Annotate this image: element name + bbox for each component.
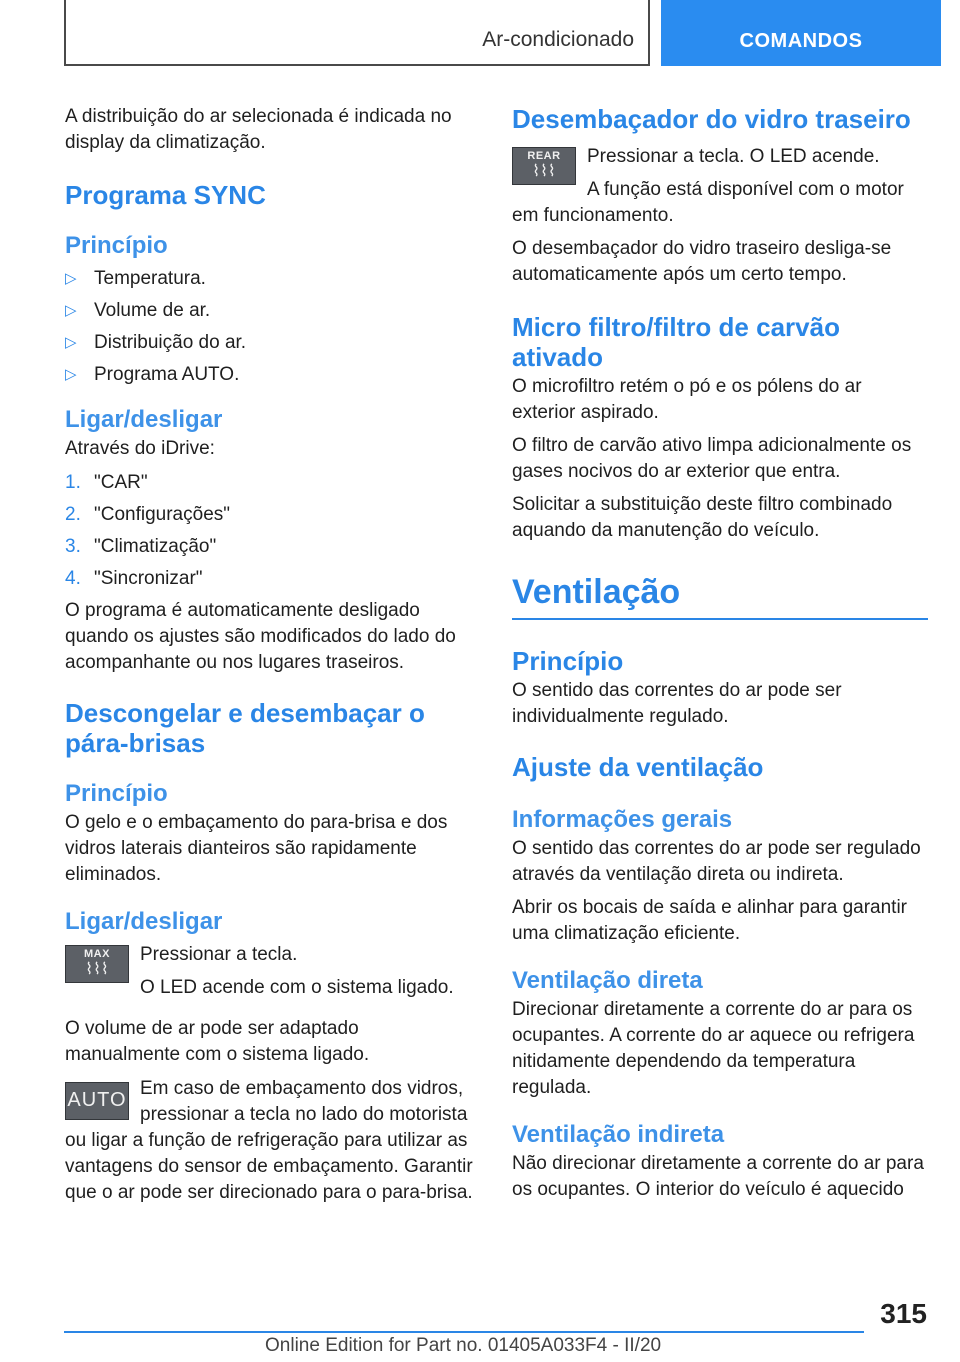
rear-available-text: A função está disponível com o motor em funcionamento.	[512, 179, 904, 226]
intro-text: A distribuição do ar selecionada é indicada no display da climatização.	[65, 106, 452, 153]
indirect-vent-title: Ventilação indireta	[512, 1121, 725, 1148]
sync-after-text: O programa é automaticamente desligado quando os ajustes são modificados do lado do acompanhante ou nos lugares traseiros.	[65, 600, 456, 673]
right-column	[512, 104, 928, 1210]
list-item: ▷ Programa AUTO.	[65, 362, 479, 388]
defrost-title: Descongelar e desembaçar o pára-brisas	[65, 698, 425, 758]
max-press-text: Pressionar a tecla.	[140, 944, 298, 965]
filter-text-3: Solicitar a substituição deste filtro combinado aquando da manutenção do veículo.	[512, 494, 893, 541]
max-led-text: O LED acende com o sistema ligado.	[140, 977, 454, 998]
general-text-2: Abrir os bocais de saída e alinhar para garantir uma climatização eficiente.	[512, 897, 908, 944]
list-item: 1. "CAR"	[65, 472, 148, 493]
bullet-triangle-icon: ▷	[65, 302, 77, 319]
header-chapter-title: COMANDOS	[739, 30, 863, 52]
vent-principle-title: Princípio	[512, 646, 624, 676]
general-text-1: O sentido das correntes do ar pode ser regulado através da ventilação direta ou indireta.	[512, 838, 921, 885]
rear-key-row	[512, 144, 928, 229]
defrost-principle-title: Princípio	[65, 780, 168, 807]
rear-off-text: O desembaçador do vidro traseiro desliga-se automaticamente após um certo tempo.	[512, 238, 892, 285]
list-item: ▷ Volume de ar.	[65, 298, 479, 324]
bullet-triangle-icon: ▷	[65, 334, 77, 351]
sync-onoff-text: Através do iDrive:	[65, 438, 215, 459]
left-column	[65, 104, 479, 1213]
list-item: 2. "Configurações"	[65, 504, 231, 525]
sync-onoff-title: Ligar/desligar	[65, 406, 223, 433]
ventilation-title: Ventilação	[512, 573, 681, 611]
page-number: 315	[880, 1298, 927, 1329]
footer-rule	[64, 1331, 864, 1333]
list-item: 3. "Climatização"	[65, 536, 217, 557]
list-item: ▷ Temperatura.	[65, 266, 479, 292]
sync-title: Programa SYNC	[65, 180, 266, 210]
bullet-triangle-icon: ▷	[65, 270, 77, 287]
filter-text-1: O microfiltro retém o pó e os pólens do ar exterior aspirado.	[512, 376, 862, 423]
volume-text: O volume de ar pode ser adaptado manualmente com o sistema ligado.	[65, 1018, 370, 1065]
general-info-title: Informações gerais	[512, 806, 733, 833]
bullet-triangle-icon: ▷	[65, 366, 77, 383]
header-section-box	[64, 0, 650, 66]
vent-principle-text: O sentido das correntes do ar pode ser individualmente regulado.	[512, 680, 842, 727]
direct-vent-title: Ventilação direta	[512, 967, 703, 994]
auto-key-row	[65, 1076, 479, 1206]
adjust-title: Ajuste da ventilação	[512, 752, 764, 782]
sync-principle-title: Princípio	[65, 232, 168, 259]
rear-defrost-key-icon: REAR ⌇⌇⌇	[512, 147, 576, 185]
max-key-row	[65, 942, 479, 1008]
ventilation-rule	[512, 618, 928, 620]
sync-list	[65, 266, 479, 388]
defrost-onoff-title: Ligar/desligar	[65, 908, 223, 935]
indirect-vent-text: Não direcionar diretamente a corrente do ar para os ocupantes. O interior do veículo é aquecido	[512, 1153, 924, 1200]
auto-key-icon: AUTO	[65, 1082, 129, 1120]
header-chapter-tab[interactable]	[661, 0, 941, 66]
steps-list	[65, 470, 479, 592]
rear-press-text: Pressionar a tecla. O LED acende.	[587, 146, 880, 167]
footer-edition: Online Edition for Part no. 01405A033F4 - II/20	[265, 1335, 662, 1356]
filter-text-2: O filtro de carvão ativo limpa adicionalmente os gases nocivos do ar exterior que entra.	[512, 435, 912, 482]
rear-defrost-title: Desembaçador do vidro traseiro	[512, 104, 911, 134]
defrost-principle-text: O gelo e o embaçamento do para-brisa e dos vidros laterais dianteiros são rapidamente eliminados.	[65, 812, 448, 885]
list-item: 4. "Sincronizar"	[65, 568, 203, 589]
auto-text: Em caso de embaçamento dos vidros, pressionar a tecla no lado do motorista ou ligar a função de refrigeração para utilizar as vantagens do sensor de embaçamento. Garantir que o ar pode ser direcionado para o para-brisa.	[65, 1078, 473, 1203]
list-item: ▷ Distribuição do ar.	[65, 330, 479, 356]
max-defrost-key-icon: MAX ⌇⌇⌇	[65, 945, 129, 983]
header-section-title: Ar-condicionado	[482, 28, 634, 51]
direct-vent-text: Direcionar diretamente a corrente do ar para os ocupantes. A corrente do ar aquece ou refrigera nitidamente dependendo da temperatura regulada.	[512, 999, 915, 1098]
filter-title: Micro filtro/filtro de carvão ativado	[512, 312, 840, 372]
